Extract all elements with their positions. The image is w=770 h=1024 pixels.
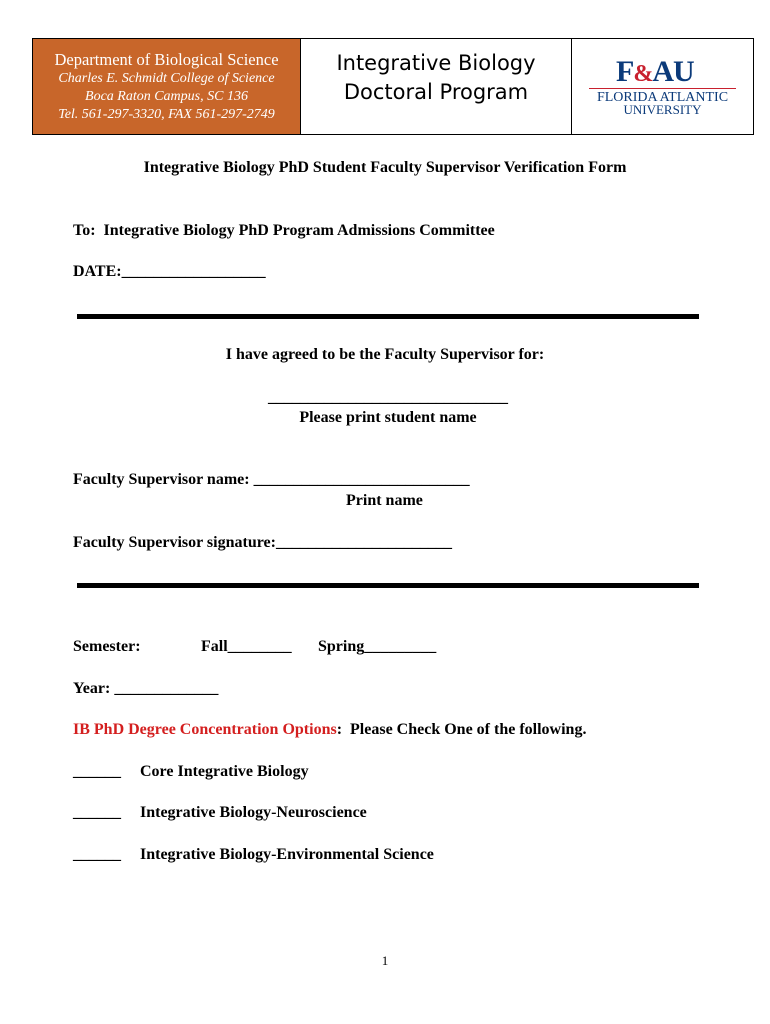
semester-fall-field[interactable]: Fall________	[201, 638, 292, 655]
contact-phone: Tel. 561-297-3320, FAX 561-297-2749	[58, 107, 275, 122]
semester-label: Semester:	[73, 638, 141, 655]
student-name-caption: Please print student name	[299, 409, 477, 426]
college-name: Charles E. Schmidt College of Science	[58, 71, 275, 86]
concentration-instruction: : Please Check One of the following.	[336, 721, 587, 738]
fau-logo	[572, 39, 753, 134]
section-divider	[77, 314, 699, 319]
year-field[interactable]: Year: _____________	[73, 680, 219, 697]
program-title-line2: Doctoral Program	[343, 80, 529, 104]
department-box	[33, 39, 301, 134]
program-title-box	[301, 39, 572, 134]
fau-logo-mark: F&AU	[616, 55, 694, 88]
date-field[interactable]: DATE:__________________	[73, 263, 266, 280]
logo-text-line1: FLORIDA ATLANTIC	[596, 90, 729, 105]
print-name-caption: Print name	[346, 492, 423, 509]
page-number: 1	[381, 953, 389, 968]
to-line: To: Integrative Biology PhD Program Admissions Committee	[73, 222, 495, 239]
logo-divider	[589, 88, 736, 89]
form-title: Integrative Biology PhD Student Faculty Supervisor Verification Form	[143, 159, 627, 176]
concentration-options-label: IB PhD Degree Concentration Options	[73, 721, 337, 738]
supervisor-name-field[interactable]: Faculty Supervisor name: ___________________________	[73, 471, 470, 488]
option-label: Integrative Biology-Environmental Science	[140, 846, 434, 863]
logo-text-line2: UNIVERSITY	[623, 102, 702, 117]
department-title: Department of Biological Science	[54, 50, 279, 69]
program-title-line1: Integrative Biology	[336, 51, 536, 75]
concentration-heading	[73, 720, 586, 739]
agreement-statement: I have agreed to be the Faculty Supervisor for:	[225, 346, 545, 363]
option-label: Integrative Biology-Neuroscience	[140, 804, 367, 821]
letterhead	[32, 38, 754, 135]
student-name-field[interactable]: ______________________________	[268, 389, 508, 406]
option-checkbox-blank[interactable]: ______	[73, 846, 121, 863]
option-label: Core Integrative Biology	[140, 763, 309, 780]
supervisor-signature-field[interactable]: Faculty Supervisor signature:______________________	[73, 534, 452, 551]
option-checkbox-blank[interactable]: ______	[73, 804, 121, 821]
option-checkbox-blank[interactable]: ______	[73, 763, 121, 780]
campus-address: Boca Raton Campus, SC 136	[85, 89, 248, 104]
semester-spring-field[interactable]: Spring_________	[318, 638, 437, 655]
section-divider	[77, 583, 699, 588]
